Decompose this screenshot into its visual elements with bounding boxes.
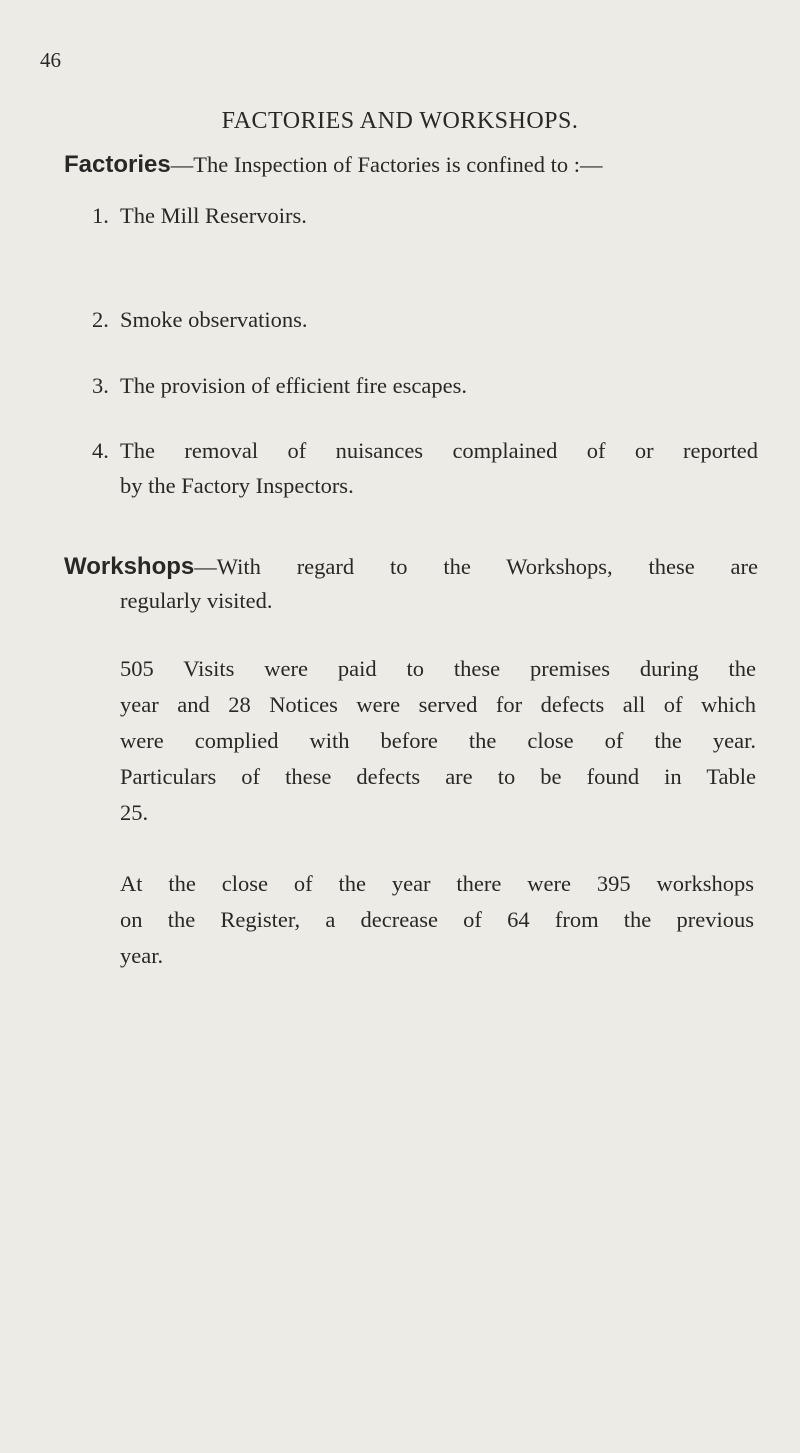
list-item-text: Smoke observations. (120, 307, 308, 332)
factories-list-item (92, 375, 467, 398)
paragraph-line: Particulars of these defects are to be found in Table (120, 764, 756, 789)
paragraph-line: 505 Visits were paid to these premises during the (120, 656, 756, 681)
factories-list-item (92, 309, 307, 332)
page-number: 46 (40, 48, 61, 72)
list-item-number: 3. (92, 373, 109, 398)
factories-intro-line (64, 153, 603, 177)
factories-list-item (92, 205, 307, 228)
paragraph-line: year. (120, 943, 164, 968)
paragraph-line: 25. (120, 800, 149, 825)
list-item-text: The Mill Reservoirs. (120, 203, 307, 228)
list-item-number: 4. (92, 438, 109, 463)
paragraph-line: were complied with before the close of the year. (120, 728, 756, 753)
factories-heading: Factories (64, 151, 171, 178)
page-title: FACTORIES AND WORKSHOPS. (221, 108, 579, 134)
factories-intro-text: —The Inspection of Factories is confined to :— (170, 152, 603, 177)
list-item-text: The provision of efficient fire escapes. (120, 373, 467, 398)
paragraph-line: At the close of the year there were 395 workshops (120, 871, 754, 896)
factories-list-item-continuation: by the Factory Inspectors. (120, 473, 354, 498)
paragraph-line: year and 28 Notices were served for defects all of which (120, 692, 756, 717)
paragraph-line: on the Register, a decrease of 64 from the previous (120, 907, 754, 932)
list-item-text: The removal of nuisances complained of or reported (120, 438, 758, 463)
workshops-intro-line (64, 555, 758, 579)
list-item-number: 1. (92, 203, 109, 228)
workshops-intro-text: —With regard to the Workshops, these are (194, 554, 758, 579)
list-item-number: 2. (92, 307, 109, 332)
workshops-heading: Workshops (64, 553, 195, 580)
workshops-intro-continuation: regularly visited. (120, 588, 273, 613)
factories-list-item (92, 440, 758, 463)
